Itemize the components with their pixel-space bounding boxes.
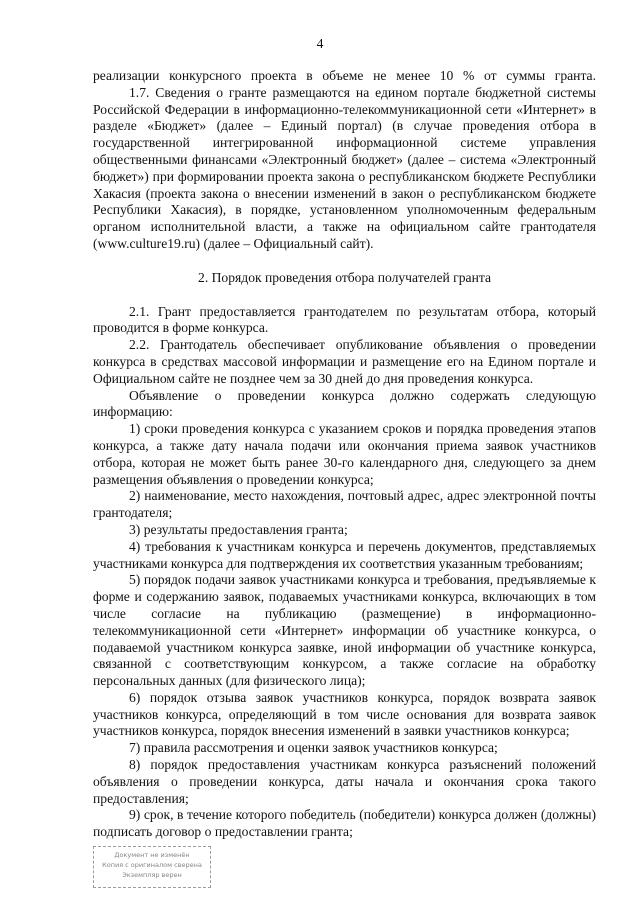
paragraph-continuation: реализации конкурсного проекта в объеме не менее 10 % от суммы гранта.	[93, 68, 596, 83]
list-item-4: 4) требования к участникам конкурса и перечень документов, представляемых участниками конкурса для подтверждения их соответствия указанным требованиям;	[93, 538, 596, 571]
list-item-6: 6) порядок отзыва заявок участников конкурса, порядок возврата заявок участников конкурса, определяющий в том числе основания для возврата заявок участников конкурса, порядок внесения изменений в заявки участников конкурса;	[93, 689, 596, 739]
document-body	[93, 68, 596, 841]
list-item-8: 8) порядок предоставления участникам конкурса разъяснений положений объявления о проведении конкурса, даты начала и окончания срока такого предоставления;	[93, 757, 596, 806]
list-item-5: 5) порядок подачи заявок участниками конкурса и требования, предъявляемые к форме и содержанию заявок, подаваемых участниками конкурса, включающих в том числе согласие на публикацию (размещение) в информационно-телекоммуникационной сети «Интернет» информации об участнике конкурса, о подаваемой участником конкурса заявке, иной информации об участнике конкурса, связанной с соответствующим конкурсом, а также согласие на обработку персональных данных (для физического лица);	[93, 572, 596, 689]
paragraph-announcement: Объявление о проведении конкурса должно содержать следующую информацию:	[93, 387, 596, 420]
paragraph-2-2: 2.2. Грантодатель обеспечивает опубликование объявления о проведении конкурса в средствах массовой информации и размещение его на Едином портале и Официальном сайте не позднее чем за 30 дней до дня проведения конкурса.	[93, 337, 596, 386]
stamp-line: Экземпляр верен	[122, 871, 182, 879]
list-item-1: 1) сроки проведения конкурса с указанием сроков и порядка проведения этапов конкурса, а также дату начала подачи или окончания приема заявок участников отбора, которая не может быть ранее 30-го календарного дня, следующего за днем размещения объявления о проведении конкурса;	[93, 421, 596, 487]
list-item-2: 2) наименование, место нахождения, почтовый адрес, адрес электронной почты грантодателя;	[93, 488, 596, 521]
page-number: 4	[316, 36, 324, 51]
list-item-9: 9) срок, в течение которого победитель (победители) конкурса должен (должны) подписать договор о предоставлении гранта;	[93, 807, 596, 840]
paragraph-2-1: 2.1. Грант предоставляется грантодателем по результатам отбора, который проводится в форме конкурса.	[93, 303, 596, 336]
stamp-line: Копия с оригиналом сверена	[102, 861, 202, 869]
list-item-7: 7) правила рассмотрения и оценки заявок участников конкурса;	[129, 740, 498, 756]
paragraph-1-7: 1.7. Сведения о гранте размещаются на едином портале бюджетной системы Российской Федерации в информационно-телекоммуникационной сети «Интернет» в разделе «Бюджет» (далее – Единый портал) (в случае проведения отбора в государственной интегрированной информационной системе управления общественными финансами «Электронный бюджет» (далее – система «Электронный бюджет») при формировании проекта закона о республиканском бюджете Республики Хакасия (проекта закона о внесении изменений в закон о республиканском бюджете Республики Хакасия), в порядке, установленном уполномоченным федеральным органом исполнительной власти, а также на официальном сайте грантодателя (www.culture19.ru) (далее – Официальный сайт).	[93, 84, 596, 251]
list-item-3: 3) результаты предоставления гранта;	[129, 521, 348, 537]
certification-stamp	[93, 846, 211, 888]
stamp-line: Документ не изменён	[114, 851, 190, 859]
section-heading: 2. Порядок проведения отбора получателей гранта	[198, 269, 491, 285]
